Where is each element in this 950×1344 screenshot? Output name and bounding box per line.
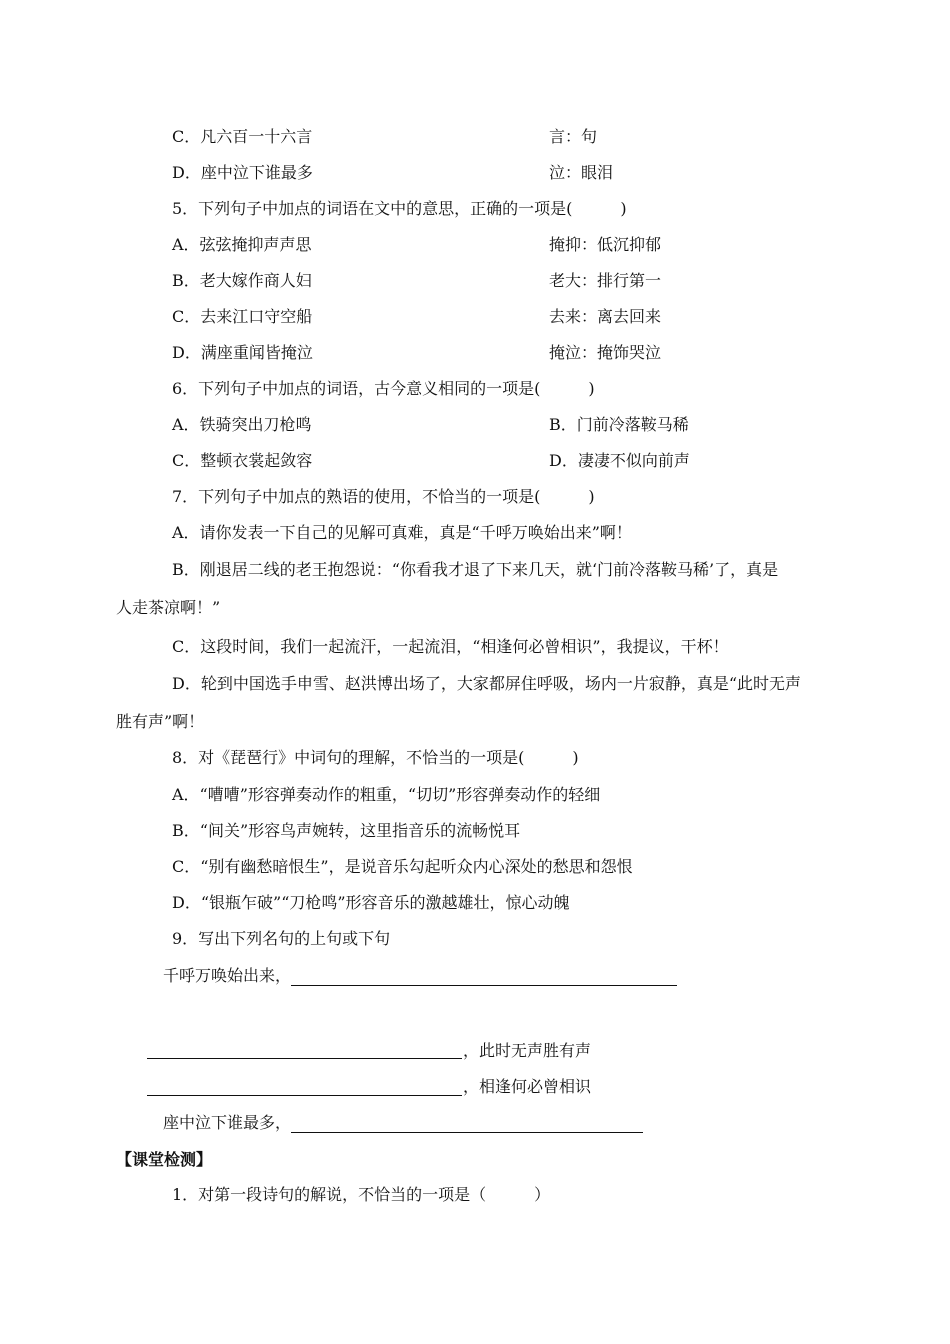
class-test-question-1: 1．对第一段诗句的解说，不恰当的一项是（ ） — [172, 1185, 551, 1204]
q6-option-c: C．整顿衣裳起敛容 — [172, 451, 313, 470]
q7-option-d-line1: D．轮到中国选手申雪、赵洪博出场了，大家都屏住呼吸，场内一片寂静，真是“此时无声 — [172, 674, 802, 693]
q5-option-d-gloss: 掩泣：掩饰哭泣 — [549, 343, 662, 362]
question-9: 9．写出下列名句的上句或下句 — [172, 929, 391, 948]
q9-answer-blank-2[interactable] — [147, 1057, 462, 1059]
q6-option-b: B．门前冷落鞍马稀 — [549, 415, 689, 434]
option-c-prev-gloss: 言：句 — [549, 127, 598, 146]
q7-option-b-line1: B．刚退居二线的老王抱怨说：“你看我才退了下来几天，就‘门前冷落鞍马稀’了，真是 — [172, 560, 779, 579]
q7-option-a: A．请你发表一下自己的见解可真难，真是“千呼万唤始出来”啊！ — [172, 523, 632, 542]
q9-answer-blank-3[interactable] — [147, 1094, 462, 1096]
q7-option-c: C．这段时间，我们一起流汗，一起流泪，“相逢何必曾相识”，我提议，干杯！ — [172, 637, 729, 656]
question-6: 6．下列句子中加点的词语，古今意义相同的一项是( ) — [172, 379, 595, 398]
q8-option-c: C．“别有幽愁暗恨生”，是说音乐勾起听众内心深处的愁思和怨恨 — [172, 857, 633, 876]
option-d-prev-gloss: 泣：眼泪 — [549, 163, 614, 182]
section-heading: 【课堂检测】 — [116, 1150, 213, 1169]
q8-option-b: B．“间关”形容鸟声婉转，这里指音乐的流畅悦耳 — [172, 821, 521, 840]
option-d-prev: D．座中泣下谁最多 — [172, 163, 313, 182]
q8-option-d: D．“银瓶乍破”“刀枪鸣”形容音乐的激越雄壮，惊心动魄 — [172, 893, 570, 912]
q9-item-1 — [163, 966, 677, 986]
q7-option-d-line2: 胜有声”啊！ — [116, 712, 205, 731]
option-c-prev: C．凡六百一十六言 — [172, 127, 313, 146]
q9-item-4-text: 座中泣下谁最多， — [163, 1113, 292, 1132]
q9-item-1-text: 千呼万唤始出来， — [163, 966, 292, 985]
q5-option-a: A．弦弦掩抑声声思 — [172, 235, 312, 254]
q5-option-c-gloss: 去来：离去回来 — [549, 307, 662, 326]
q9-item-2-text: ，此时无声胜有声 — [463, 1041, 592, 1060]
q7-option-b-line2: 人走茶凉啊！” — [116, 598, 221, 617]
q5-option-c: C．去来江口守空船 — [172, 307, 313, 326]
q5-option-b-gloss: 老大：排行第一 — [549, 271, 662, 290]
question-8: 8．对《琵琶行》中词句的理解，不恰当的一项是( ) — [172, 748, 579, 767]
q9-answer-blank-4[interactable] — [291, 1114, 643, 1133]
q5-option-a-gloss: 掩抑：低沉抑郁 — [549, 235, 662, 254]
question-7: 7．下列句子中加点的熟语的使用，不恰当的一项是( ) — [172, 487, 595, 506]
q5-option-d: D．满座重闻皆掩泣 — [172, 343, 313, 362]
q6-option-d: D．凄凄不似向前声 — [549, 451, 690, 470]
q5-option-b: B．老大嫁作商人妇 — [172, 271, 312, 290]
question-5: 5．下列句子中加点的词语在文中的意思，正确的一项是( ) — [172, 199, 627, 218]
q9-item-4 — [163, 1113, 643, 1133]
q9-answer-blank-1[interactable] — [291, 967, 677, 986]
q8-option-a: A．“嘈嘈”形容弹奏动作的粗重，“切切”形容弹奏动作的轻细 — [172, 785, 601, 804]
q6-option-a: A．铁骑突出刀枪鸣 — [172, 415, 312, 434]
q9-item-3-text: ，相逢何必曾相识 — [463, 1077, 592, 1096]
